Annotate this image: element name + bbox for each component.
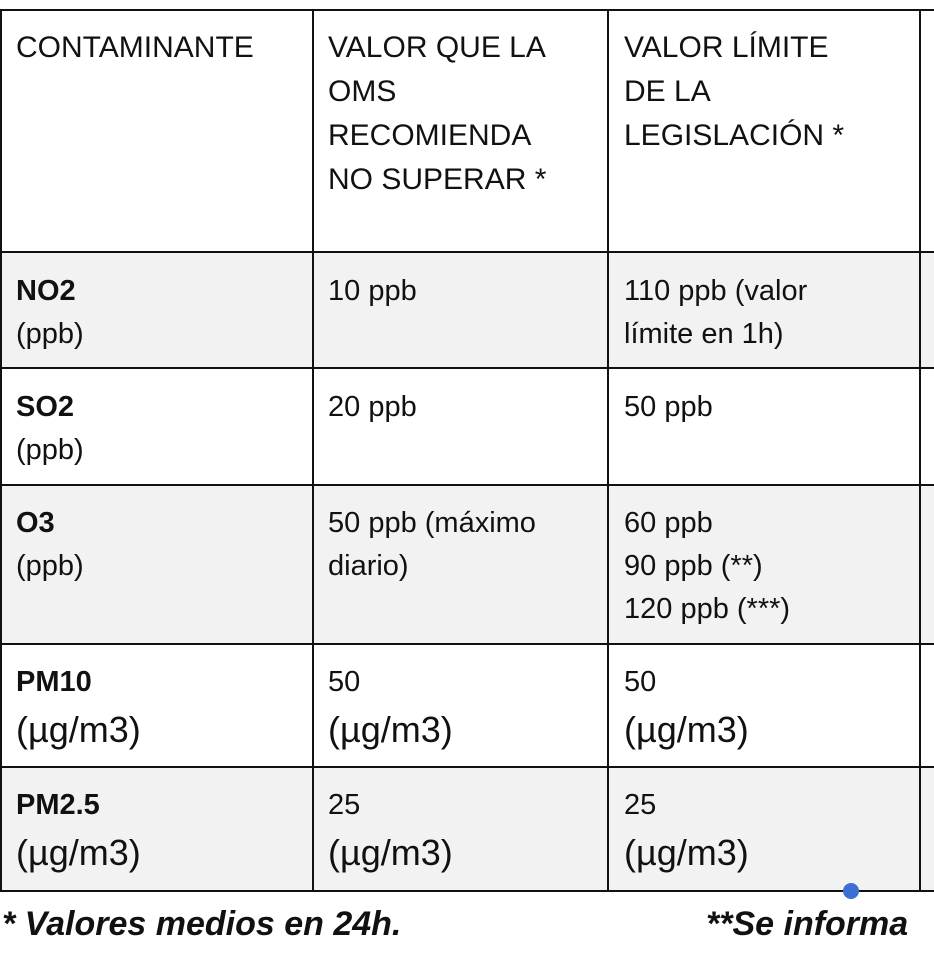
grid-line [0,643,934,645]
who-value: 50 [328,666,361,698]
legal-unit: (µg/m3) [624,709,749,750]
who-value: 10 ppb [328,275,417,307]
footnote-24h: * Valores medios en 24h. [2,905,402,943]
header-pollutant: CONTAMINANTE [16,31,254,64]
pollutant-unit: (ppb) [16,550,84,582]
grid-line [0,890,934,892]
scroll-indicator-dot[interactable] [843,883,859,899]
who-value: 25 [328,789,361,821]
who-value: 20 ppb [328,391,417,423]
grid-line [0,367,934,369]
who-value: 50 ppb (máximo diario) [328,507,536,582]
header-who-value: VALOR QUE LA OMS RECOMIENDA NO SUPERAR * [328,31,547,196]
footnote-informa: **Se informa [706,905,909,943]
pollutant-name: O3 [16,507,55,539]
pollutant-unit: (ppb) [16,318,84,350]
pollutant-unit: (ppb) [16,434,84,466]
header-legal-limit: VALOR LÍMITE DE LA LEGISLACIÓN * [624,31,845,152]
pollutant-name: SO2 [16,391,75,423]
grid-line [0,766,934,768]
legal-value: 60 ppb 90 ppb (**) 120 ppb (***) [624,507,791,625]
grid-line [919,10,921,892]
who-unit: (µg/m3) [328,709,453,750]
legal-unit: (µg/m3) [624,832,749,873]
grid-line [0,10,2,892]
who-unit: (µg/m3) [328,832,453,873]
pollutant-name: PM2.5 [16,789,100,821]
pollutant-name: NO2 [16,275,76,307]
grid-line [0,251,934,253]
legal-value: 25 [624,789,657,821]
grid-line [607,10,609,892]
pollutant-unit: (µg/m3) [16,832,141,873]
pollutant-name: PM10 [16,666,92,698]
grid-line [312,10,314,892]
legal-value: 110 ppb (valor límite en 1h) [624,275,808,350]
legal-value: 50 ppb [624,391,713,423]
pollutant-unit: (µg/m3) [16,709,141,750]
legal-value: 50 [624,666,657,698]
grid-line [0,9,934,11]
grid-line [0,484,934,486]
